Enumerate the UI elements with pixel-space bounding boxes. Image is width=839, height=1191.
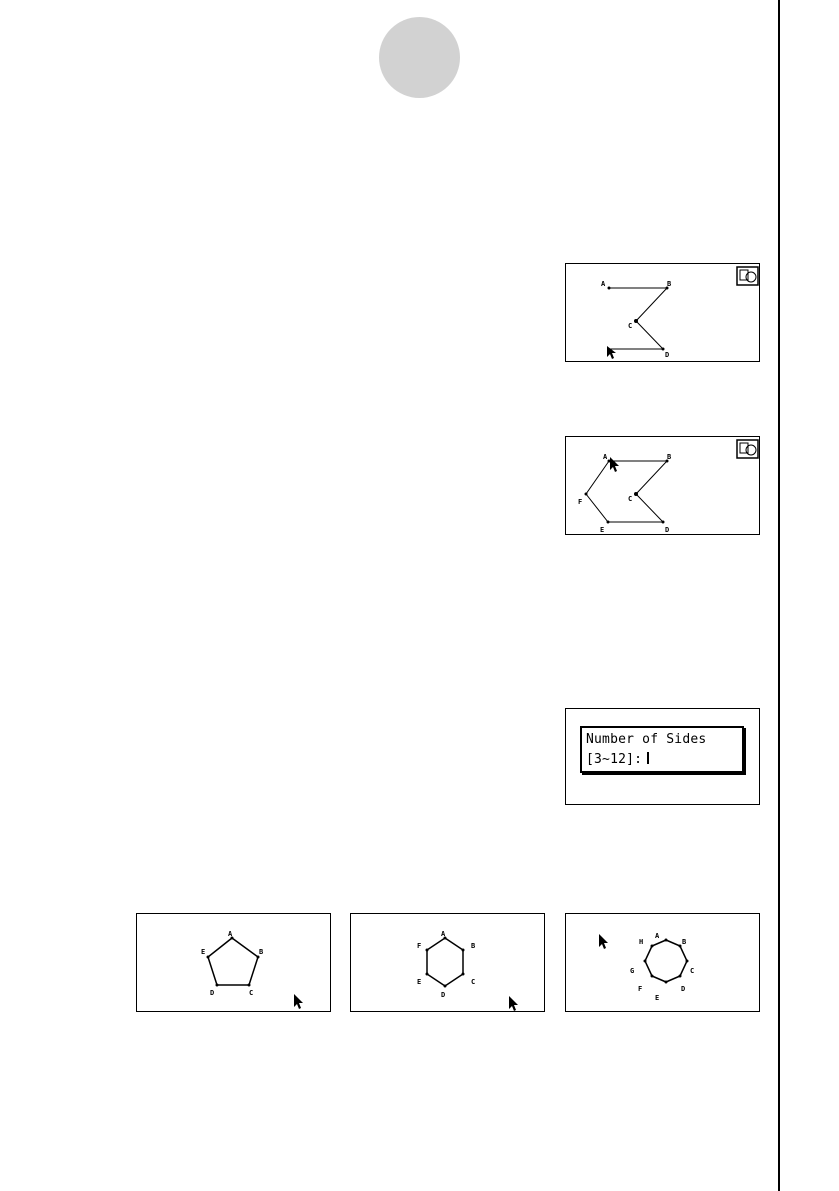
screen-octagon-canvas xyxy=(566,914,761,1013)
label-b: B xyxy=(471,942,476,950)
label-g: G xyxy=(630,967,635,975)
point-e xyxy=(607,521,610,524)
segment-bc xyxy=(636,288,667,321)
pentagon-shape xyxy=(208,938,258,985)
label-a: A xyxy=(655,932,660,940)
point-c xyxy=(634,319,638,323)
label-b: B xyxy=(667,453,672,461)
point-d xyxy=(444,985,447,988)
dialog-prompt-row[interactable] xyxy=(586,752,649,767)
point-h xyxy=(651,945,654,948)
label-f: F xyxy=(638,985,643,993)
point-d xyxy=(679,975,682,978)
screen-pentagon-canvas xyxy=(137,914,332,1013)
arrow-cursor-icon xyxy=(509,996,518,1011)
point-c xyxy=(634,492,638,496)
point-f xyxy=(426,949,429,952)
point-e xyxy=(665,981,668,984)
label-e: E xyxy=(600,526,605,534)
point-f xyxy=(585,493,588,496)
segment-cd xyxy=(636,321,663,349)
label-a: A xyxy=(441,930,446,938)
label-a: A xyxy=(228,930,233,938)
label-d: D xyxy=(665,351,670,359)
dialog-prompt: [3~12]: xyxy=(586,752,643,767)
screen-number-of-sides xyxy=(565,708,760,805)
label-c: C xyxy=(471,978,476,986)
label-e: E xyxy=(655,994,660,1002)
animate-icon[interactable] xyxy=(737,440,758,458)
point-b xyxy=(462,949,465,952)
arrow-cursor-icon xyxy=(294,994,303,1009)
page-header-circle xyxy=(379,17,460,98)
arrow-cursor-icon xyxy=(607,346,616,359)
label-c: C xyxy=(249,989,254,997)
point-d xyxy=(216,984,219,987)
arrow-cursor-icon xyxy=(599,934,608,949)
point-e xyxy=(207,956,210,959)
label-f: F xyxy=(578,498,583,506)
screen-zigzag xyxy=(565,263,760,362)
label-b: B xyxy=(667,280,672,288)
text-cursor xyxy=(647,752,649,764)
point-e xyxy=(426,973,429,976)
screen-zigzag-canvas xyxy=(566,264,761,363)
label-c: C xyxy=(628,495,633,503)
screen-polygon-canvas xyxy=(566,437,761,536)
label-d: D xyxy=(665,526,670,534)
label-a: A xyxy=(603,453,608,461)
label-c: C xyxy=(690,967,695,975)
screen-hexagon-canvas xyxy=(351,914,546,1013)
point-c xyxy=(248,984,251,987)
label-f: F xyxy=(417,942,422,950)
label-c: C xyxy=(628,322,633,330)
label-a: A xyxy=(601,280,606,288)
label-d: D xyxy=(681,985,686,993)
animate-icon[interactable] xyxy=(737,267,758,285)
point-g xyxy=(644,960,647,963)
point-c xyxy=(686,960,689,963)
label-d: D xyxy=(441,991,446,999)
point-c xyxy=(462,973,465,976)
label-b: B xyxy=(259,948,264,956)
point-a xyxy=(608,287,611,290)
point-d xyxy=(662,521,665,524)
polygon-abcdef xyxy=(586,461,667,522)
screen-hexagon xyxy=(350,913,545,1012)
label-h: H xyxy=(639,938,644,946)
page-edge-line xyxy=(778,0,780,1191)
dialog-title: Number of Sides xyxy=(586,732,707,747)
label-e: E xyxy=(417,978,422,986)
screen-pentagon xyxy=(136,913,331,1012)
point-f xyxy=(651,975,654,978)
point-a xyxy=(665,939,668,942)
label-e: E xyxy=(201,948,206,956)
label-b: B xyxy=(682,938,687,946)
number-of-sides-dialog xyxy=(580,726,744,773)
arrow-cursor-icon xyxy=(610,457,619,472)
screen-octagon xyxy=(565,913,760,1012)
label-d: D xyxy=(210,989,215,997)
hexagon-shape xyxy=(427,938,463,986)
screen-polygon-closed xyxy=(565,436,760,535)
